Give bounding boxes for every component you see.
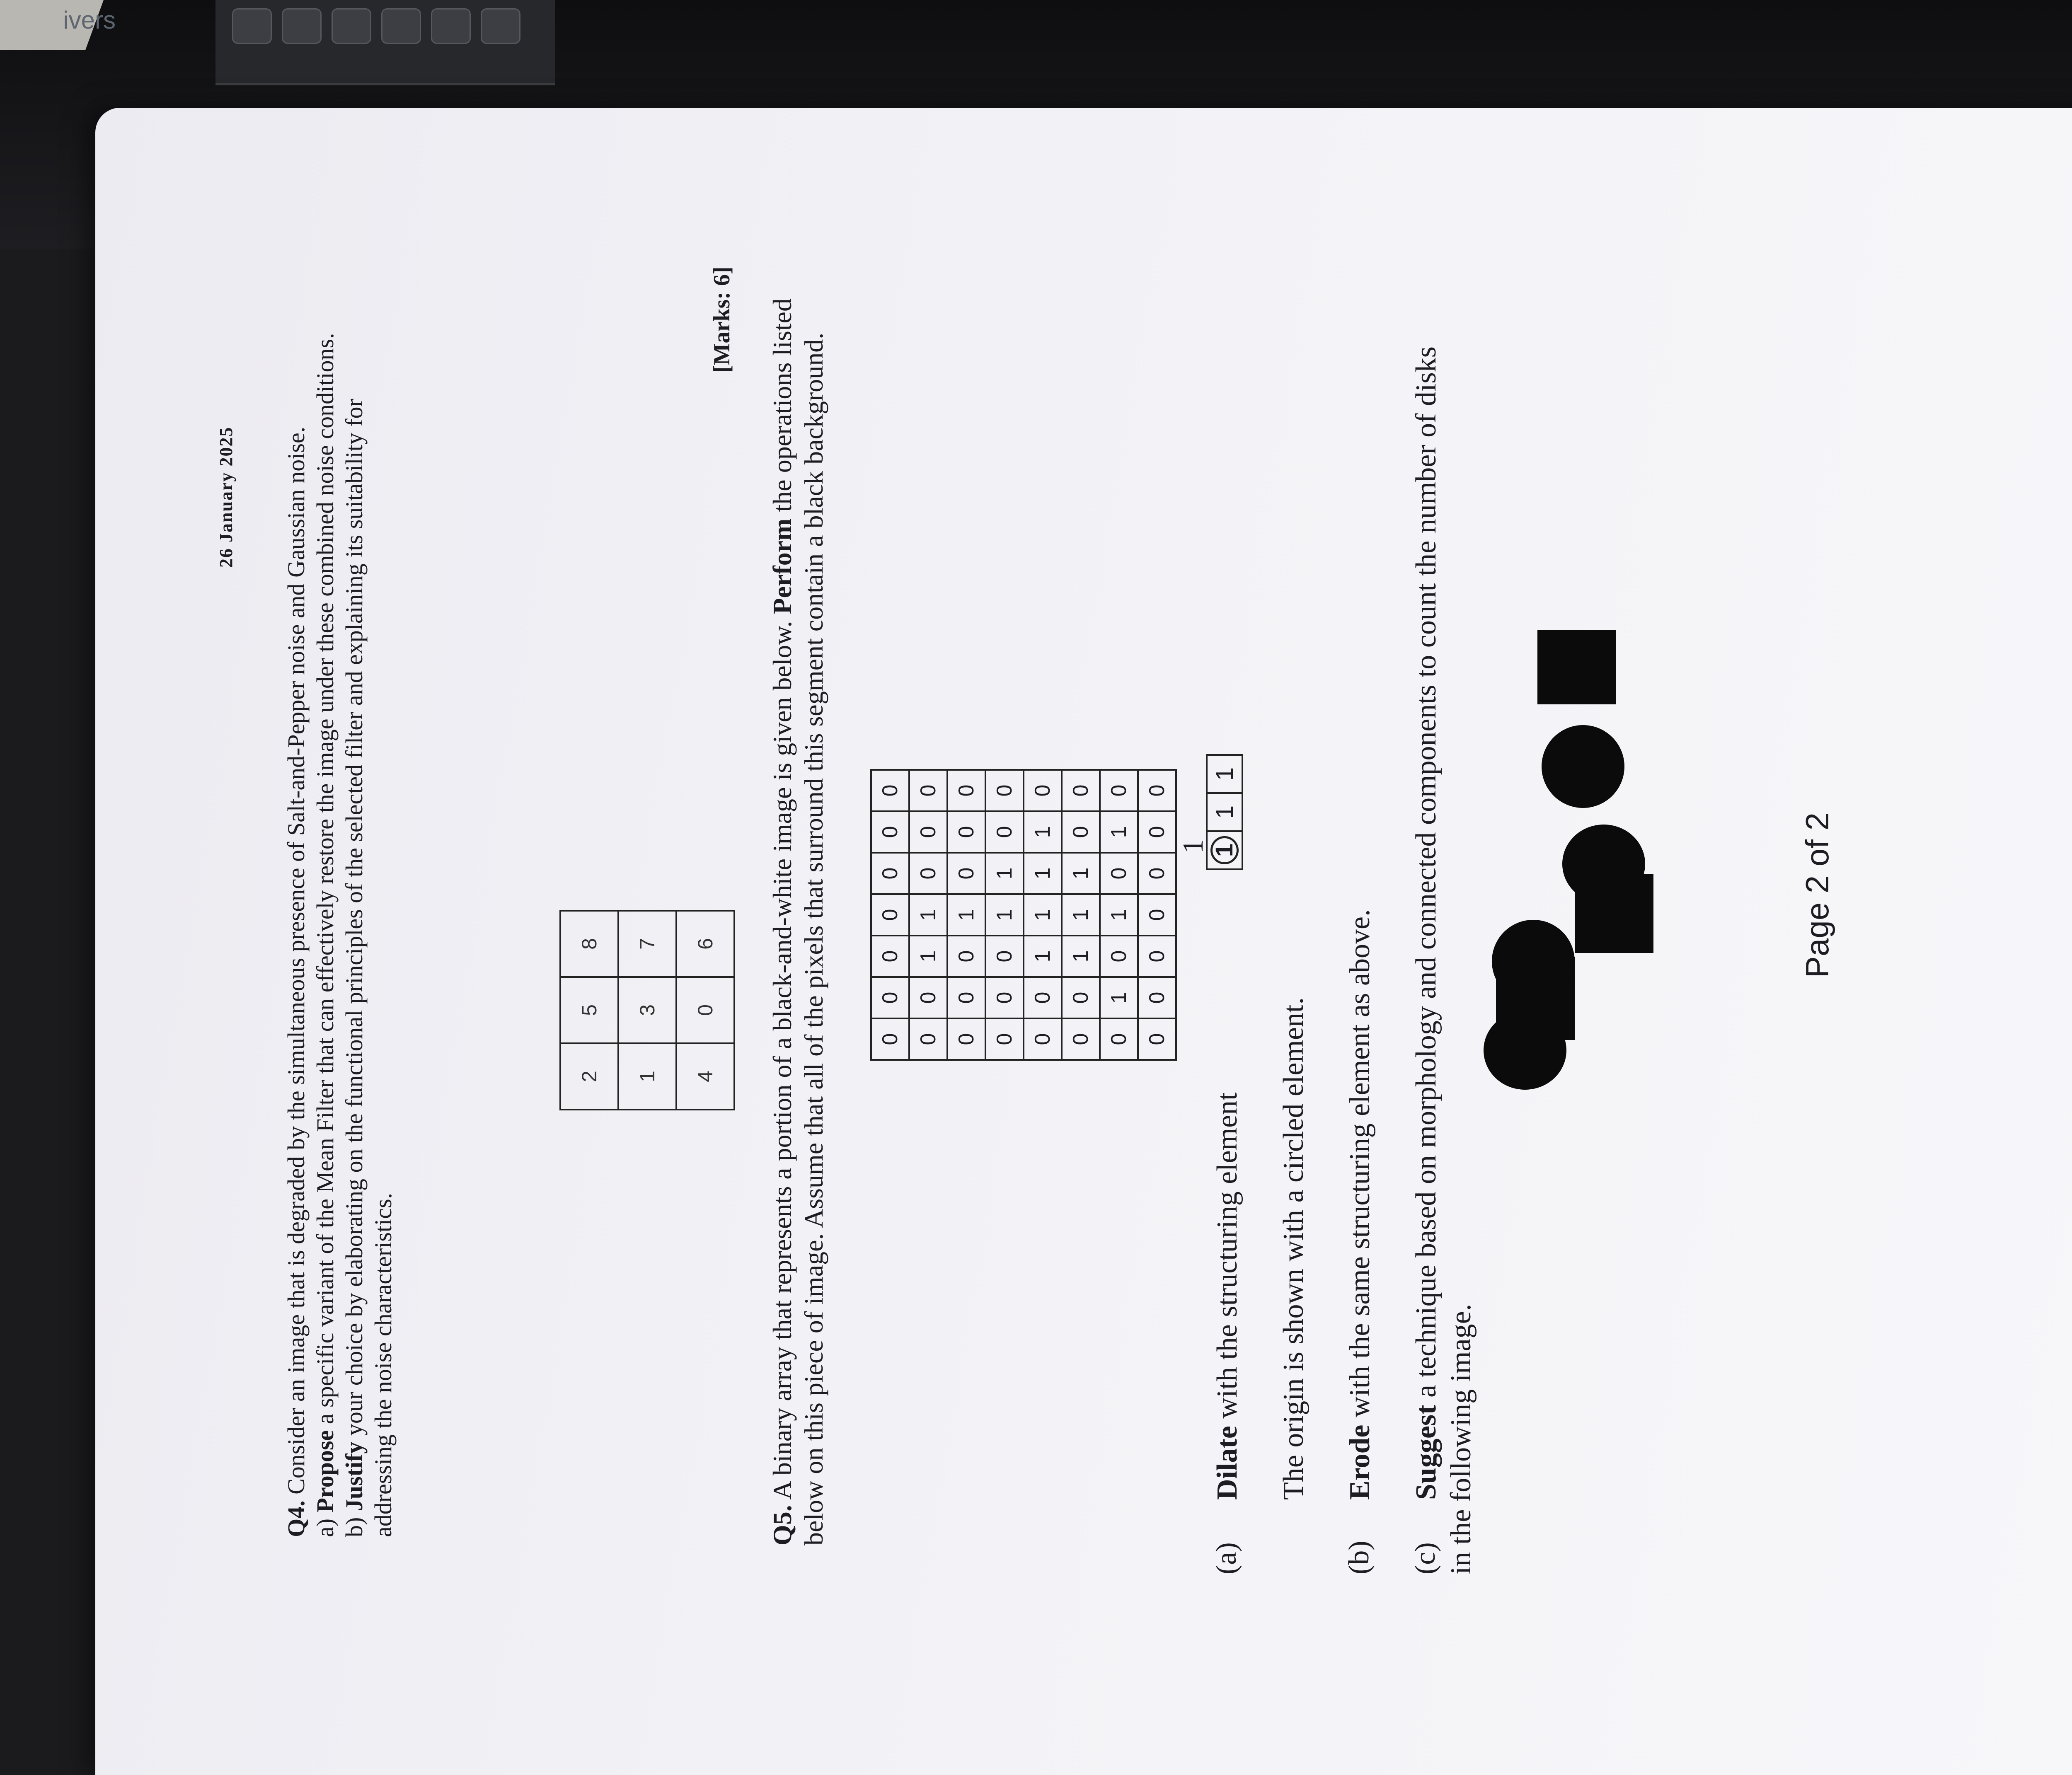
q5-perform-keyword: Perform	[767, 518, 797, 614]
binary-cell: 0	[1138, 894, 1176, 936]
q5-b-keyword: Erode	[1344, 1424, 1376, 1500]
binary-cell: 0	[1138, 936, 1176, 977]
corner-text: ivers	[63, 6, 116, 34]
q5-c-keyword: Suggest	[1410, 1405, 1442, 1500]
binary-cell: 0	[1138, 853, 1176, 894]
q4-b-prefix: b)	[341, 1517, 368, 1537]
q5-intro-rest: the operations listed below on this piece of image. Assume that all of the pixels that surround this segment contain a black background.	[767, 298, 828, 1545]
binary-cell: 1	[1100, 811, 1138, 853]
binary-cell: 0	[909, 811, 947, 853]
binary-cell: 0	[871, 936, 909, 977]
table-row	[985, 770, 1024, 1060]
table-row	[1062, 770, 1100, 1060]
binary-cell: 0	[909, 977, 947, 1018]
disk-shape	[1542, 725, 1624, 808]
table-row	[618, 911, 676, 1110]
binary-cell: 0	[871, 811, 909, 853]
grid-cell: 0	[676, 977, 734, 1043]
binary-cell: 0	[909, 853, 947, 894]
binary-cell: 0	[909, 1018, 947, 1060]
binary-cell: 1	[947, 894, 985, 936]
q4-b-keyword: Justify	[341, 1441, 368, 1511]
binary-cell: 1	[1062, 853, 1100, 894]
binary-cell: 0	[985, 770, 1024, 811]
binary-cell: 1	[1024, 811, 1062, 853]
q5-part-b	[1343, 909, 1377, 1500]
binary-cell: 0	[1138, 770, 1176, 811]
binary-cell: 0	[985, 977, 1024, 1018]
q4-part-b	[340, 302, 398, 1537]
grid-cell: 6	[676, 911, 734, 977]
se-cell: 1	[1207, 793, 1242, 831]
q5-a-text: with the structuring element	[1211, 1092, 1243, 1419]
table-row	[1100, 770, 1138, 1060]
binary-cell: 0	[1100, 1018, 1138, 1060]
binary-cell: 0	[947, 811, 985, 853]
table-row	[871, 770, 909, 1060]
binary-cell: 0	[947, 1018, 985, 1060]
q4-intro-text: Consider an image that is degraded by the simultaneous presence of Salt-and-Pepper noise and Gaussian noise.	[283, 426, 310, 1494]
q5-part-c	[1409, 331, 1479, 1574]
q5-a-label: (a)	[1210, 1542, 1242, 1574]
binary-cell: 0	[909, 770, 947, 811]
handwritten-mark: 1	[1177, 839, 1209, 854]
binary-cell: 1	[1024, 894, 1062, 936]
grid-cell: 2	[560, 1043, 618, 1110]
binary-cell: 0	[947, 977, 985, 1018]
q4-a-keyword: Propose	[312, 1430, 339, 1513]
binary-cell: 0	[1138, 1018, 1176, 1060]
binary-grid-body	[871, 770, 1176, 1060]
binary-cell: 0	[1062, 811, 1100, 853]
q5-intro	[767, 269, 830, 1545]
binary-cell: 0	[1062, 770, 1100, 811]
square-shape	[1537, 630, 1616, 704]
grid-cell: 8	[560, 911, 618, 977]
binary-cell: 0	[1138, 977, 1176, 1018]
q4-number-grid	[559, 910, 735, 1110]
binary-cell: 0	[1024, 770, 1062, 811]
grid-cell: 7	[618, 911, 676, 977]
binary-cell: 0	[871, 770, 909, 811]
q4-b-text: your choice by elaborating on the functional principles of the selected filter and explaining its suitability for addressing the noise characteristics.	[341, 399, 397, 1537]
table-row	[1024, 770, 1062, 1060]
binary-cell: 1	[1062, 894, 1100, 936]
keycap	[431, 8, 471, 44]
q5-intro-text: A binary array that represents a portion of a black-and-white image is given below.	[767, 621, 797, 1500]
table-row	[947, 770, 985, 1060]
binary-cell: 0	[947, 936, 985, 977]
binary-cell: 0	[871, 853, 909, 894]
binary-cell: 0	[947, 770, 985, 811]
q5-binary-grid	[870, 769, 1177, 1061]
binary-cell: 0	[1062, 977, 1100, 1018]
q4-intro	[282, 302, 311, 1537]
binary-cell: 0	[1100, 770, 1138, 811]
q5-part-a	[1210, 1092, 1245, 1500]
table-row	[560, 911, 618, 1110]
page-content	[199, 166, 2072, 1641]
q5-block	[767, 269, 830, 1545]
keycap	[282, 8, 322, 44]
binary-cell: 0	[871, 1018, 909, 1060]
binary-cell: 0	[985, 936, 1024, 977]
binary-cell: 0	[1062, 1018, 1100, 1060]
q5-b-text: with the same structuring element as above.	[1344, 909, 1376, 1417]
binary-cell: 0	[985, 1018, 1024, 1060]
disk-shape	[1562, 825, 1645, 903]
table-row	[1138, 770, 1176, 1060]
q5-c-label: (c)	[1409, 1542, 1441, 1574]
binary-cell: 1	[909, 894, 947, 936]
keyboard	[215, 0, 555, 85]
grid-cell: 1	[618, 1043, 676, 1110]
grid-cell: 3	[618, 977, 676, 1043]
binary-cell: 1	[1024, 936, 1062, 977]
q4-a-prefix: a)	[312, 1518, 339, 1537]
q5-c-text: a technique based on morphology and connected components to count the number of disks in the following image.	[1410, 346, 1477, 1574]
se-cell-origin	[1207, 831, 1242, 869]
keycap	[332, 8, 371, 44]
binary-cell: 1	[909, 936, 947, 977]
binary-cell: 0	[1024, 977, 1062, 1018]
exam-date: 26 January 2025	[216, 426, 236, 568]
table-row	[909, 770, 947, 1060]
q4-block	[282, 302, 398, 1537]
binary-cell: 1	[1100, 894, 1138, 936]
binary-cell: 0	[1100, 936, 1138, 977]
binary-cell: 0	[1100, 853, 1138, 894]
structuring-element	[1206, 754, 1243, 870]
keycap	[481, 8, 520, 44]
binary-cell: 0	[871, 977, 909, 1018]
binary-cell: 1	[1062, 936, 1100, 977]
paper-corner	[0, 0, 116, 50]
disk-shape	[1492, 920, 1575, 1003]
table-row	[1207, 755, 1242, 869]
binary-cell: 0	[1138, 811, 1176, 853]
q4-number: Q4.	[283, 1500, 310, 1537]
binary-cell: 1	[1024, 853, 1062, 894]
binary-cell: 1	[1100, 977, 1138, 1018]
grid-cell: 4	[676, 1043, 734, 1110]
q5-number: Q5.	[767, 1505, 797, 1545]
binary-cell: 1	[985, 853, 1024, 894]
q5-a-keyword: Dilate	[1211, 1426, 1243, 1500]
se-cell: 1	[1207, 755, 1242, 793]
binary-cell: 0	[871, 894, 909, 936]
page-footer: Page 2 of 2	[1799, 813, 1835, 978]
table-row	[676, 911, 734, 1110]
q4-a-text: a specific variant of the Mean Filter that can effectively restore the image under these combined noise conditions.	[312, 333, 339, 1424]
q4-marks: [Marks: 6]	[709, 266, 735, 373]
binary-cell: 0	[1024, 1018, 1062, 1060]
binary-cell: 1	[985, 894, 1024, 936]
binary-cell: 0	[947, 853, 985, 894]
q5-b-label: (b)	[1343, 1540, 1375, 1574]
circled-origin: 1	[1210, 836, 1239, 864]
keycap	[232, 8, 272, 44]
q4-part-a	[311, 302, 340, 1537]
origin-note: The origin is shown with a circled element.	[1278, 997, 1310, 1500]
binary-cell: 0	[985, 811, 1024, 853]
grid-cell: 5	[560, 977, 618, 1043]
keycap	[381, 8, 421, 44]
exam-sheet	[95, 108, 2072, 1775]
